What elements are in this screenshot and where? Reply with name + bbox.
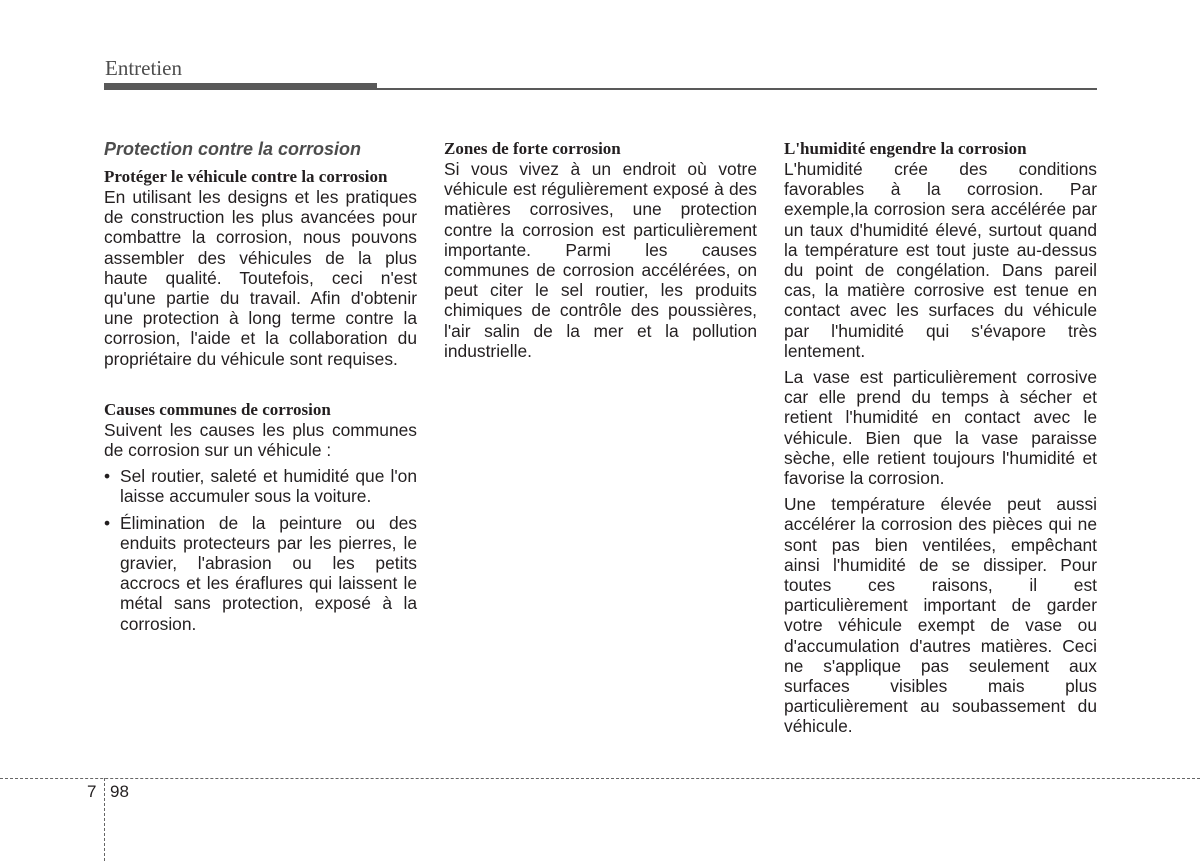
list-item [104,466,417,506]
subheading-high-corrosion-zones: Zones de forte corrosion [444,139,621,158]
causes-list [104,466,417,634]
list-item [104,513,417,634]
column-3 [784,138,1097,737]
column-2 [444,138,757,361]
page-header-title: Entretien [105,56,182,80]
subheading-humidity: L'humidité engendre la corrosion [784,139,1027,158]
subheading-common-causes: Causes communes de corrosion [104,399,331,419]
section-title: Protection contre la corrosion [104,139,362,159]
bullet-icon: • [104,512,111,533]
list-item-text: Sel routier, saleté et humidité que l'on laisse accumuler sous la voiture. [120,466,417,507]
paragraph-humidity-1: L'humidité crée des conditions favorables à la corrosion. Par exemple,la corrosion sera accélérée par un taux d'humidité élevé, surtout quand la température est tout juste au-dessus du point de congélation. Dans pareil cas, la matière corrosive est tenue en contact avec les surfaces du véhicule par l'humidité qui s'évapore très lentement. [784,159,1097,361]
bullet-icon: • [104,466,111,487]
paragraph-high-corrosion-zones: Si vous vivez à un endroit où votre véhicule est régulièrement exposé à des matières corrosives, une protection contre la corrosion est particulièrement importante. Parmi les causes communes de corrosion accélérées, on peut citer le sel routier, les produits chimiques de contrôle des poussières, l'air salin de la mer et la pollution industrielle. [444,159,757,361]
footer-divider [0,778,1200,779]
chapter-number: 7 [87,782,97,801]
paragraph-humidity-2: La vase est particulièrement corrosive car elle prend du temps à sécher et retient l'humidité en contact avec le véhicule. Bien que la vase paraisse sèche, elle retient toujours l'humidité et favorise la corrosion. [784,367,1097,489]
paragraph-common-causes: Suivent les causes les plus communes de corrosion sur un véhicule : [104,419,417,461]
list-item-text: Élimination de la peinture ou des enduits protecteurs par les pierres, le gravier, l'abrasion ou les petits accrocs et les éraflures qui laissent le métal sans protection, exposé à la corrosion. [120,512,417,634]
footer-vertical-divider [104,778,105,861]
subheading-protect-vehicle: Protéger le véhicule contre la corrosion [104,167,388,186]
header-rule [104,88,1097,90]
paragraph-protect-vehicle: En utilisant les designs et les pratiques de construction les plus avancées pour combattre la corrosion, nous pouvons assembler des véhicules de la plus haute qualité. Toutefois, ceci n'est qu'une partie du travail. Afin d'obtenir une protection à long terme contre la corrosion, l'aide et la collaboration du propriétaire du véhicule sont requises. [104,187,417,369]
column-1 [104,138,417,634]
page-number: 98 [110,782,129,801]
paragraph-humidity-3: Une température élevée peut aussi accélérer la corrosion des pièces qui ne sont pas bien ventilées, empêchant ainsi l'humidité de se dissiper. Pour toutes ces raisons, il est particulièrement important de garder votre véhicule exempt de vase ou d'accumulation d'autres matières. Ceci ne s'applique pas seulement aux surfaces visibles mais plus particulièrement au soubassement du véhicule. [784,494,1097,737]
